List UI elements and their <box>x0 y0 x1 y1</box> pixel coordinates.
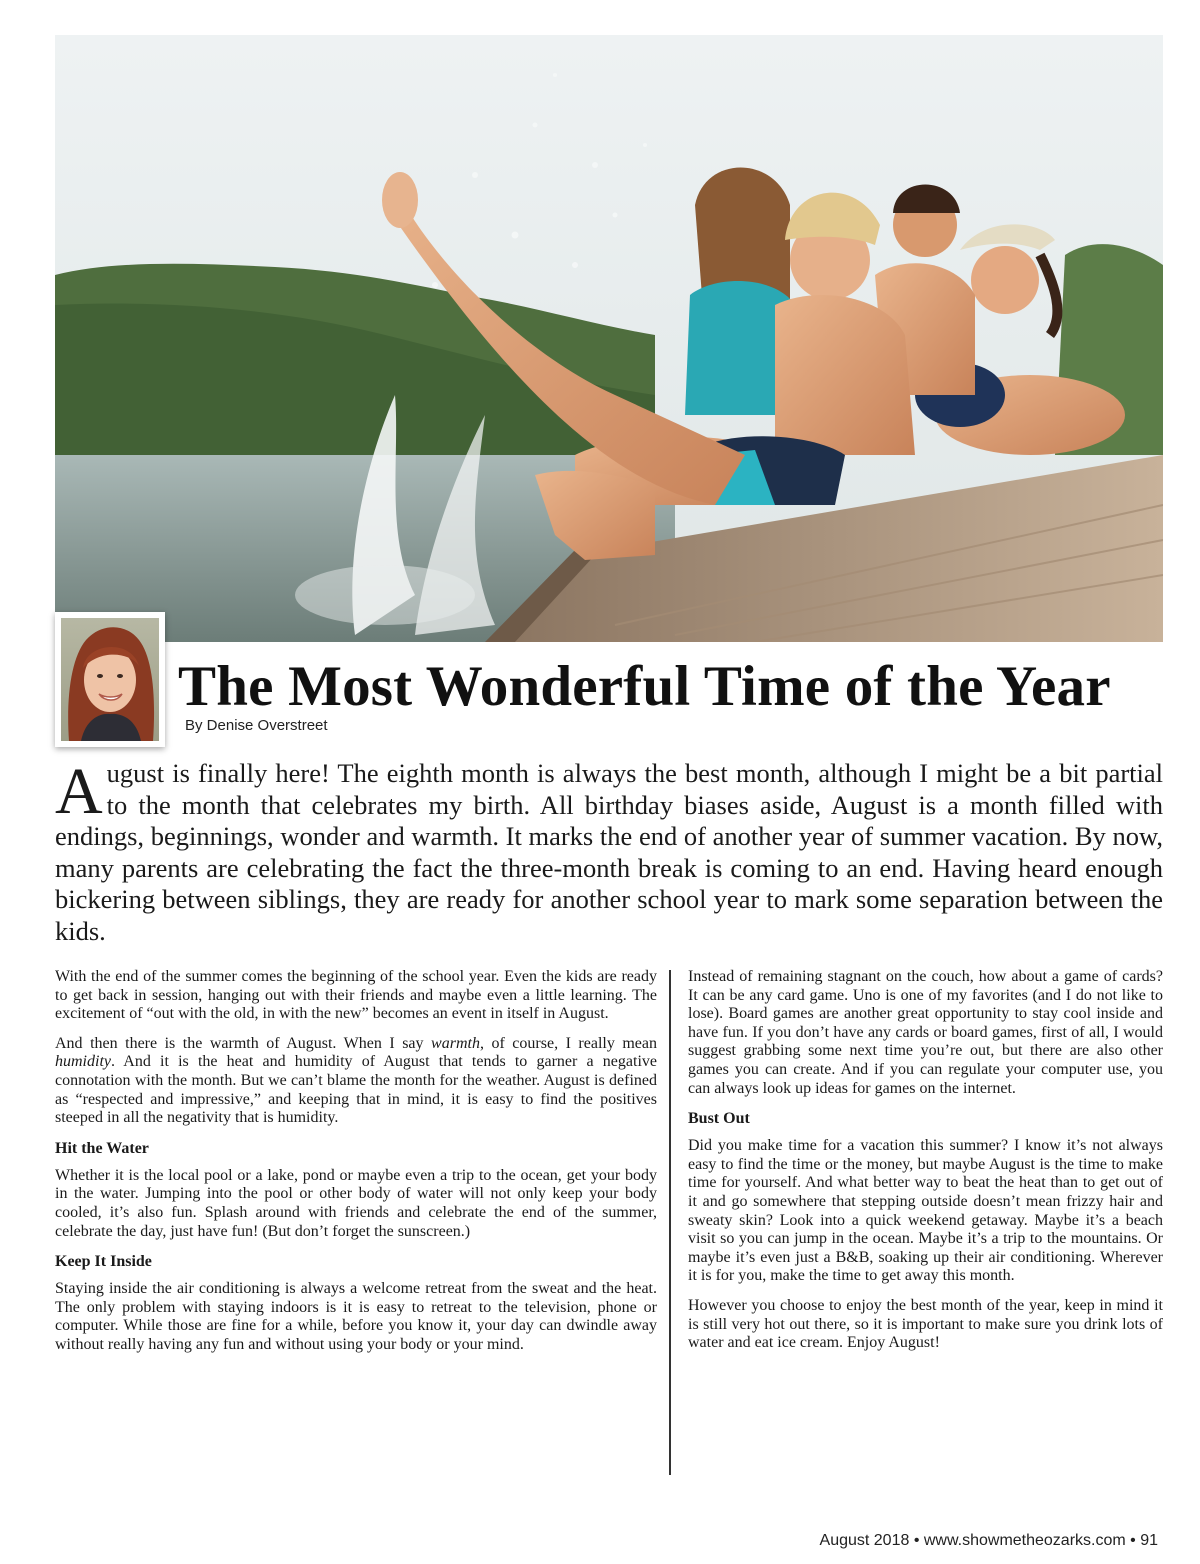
author-photo <box>55 612 165 747</box>
right-column <box>688 968 1163 1364</box>
left-paragraph-4: Staying inside the air conditioning is always a welcome retreat from the sweat and the heat. The only problem with staying indoors is it is easy to retreat to the television, phone or computer. While those are fine for a while, before you know it, your day can dwindle away without really having any fun and without using your body or your mind. <box>55 1280 657 1353</box>
heading-hit-the-water: Hit the Water <box>55 1139 149 1157</box>
warmth-emphasis: warmth <box>431 1034 480 1052</box>
left-paragraph-2-part-c: . And it is the heat and humidity of August that tends to garner a negative connotation with the month. But we can’t blame the month for the weather. August is defined as “respected and impressive,” and keeping that in mind, it is easy to find the positives steeped in all the negativity that is humidity. <box>55 1053 657 1127</box>
humidity-emphasis: humidity <box>55 1053 111 1071</box>
right-paragraph-1: Instead of remaining stagnant on the couch, how about a game of cards? It can be any card game. Uno is one of my favorites (and I do not like to lose). Board games are another great opportunity to stay cool inside and have fun. If you don’t have any cards or board games, first of all, I would suggest grabbing some next time you’re out, but there are also other games you can create. And if you can regulate your computer use, you can always look up ideas for games on the internet. <box>688 968 1163 1097</box>
author-portrait <box>61 618 159 741</box>
left-column <box>55 968 657 1366</box>
left-paragraph-1: With the end of the summer comes the beginning of the school year. Even the kids are ready to get back in session, hanging out with their friends and maybe even a little learning. The excitement of “out with the old, in with the new” becomes an event in itself in August. <box>55 968 657 1023</box>
intro-text: ugust is finally here! The eighth month is always the best month, although I might be a bit partial to the month that celebrates my birth. All birthday biases aside, August is a month filled with endings, beginnings, wonder and warmth. It marks the end of another year of summer vacation. By now, many parents are celebrating the fact the three-month break is coming to an end. Having heard enough bickering between siblings, they are ready for another school year to mark some separation between the kids. <box>55 758 1163 946</box>
drop-cap: A <box>55 755 103 828</box>
intro-paragraph <box>55 755 1163 947</box>
column-divider <box>669 970 671 1475</box>
left-paragraph-2-part-a: And then there is the warmth of August. When I say <box>55 1034 432 1052</box>
article-title: The Most Wonderful Time of the Year <box>178 655 1111 718</box>
left-paragraph-3: Whether it is the local pool or a lake, pond or maybe even a trip to the ocean, get your body in the water. Jumping into the pool or other body of water will not only keep your body cooled, it’s also fun. Splash around with friends and celebrate the end of the summer, celebrate the day, just have fun! (But don’t forget the sunscreen.) <box>55 1166 657 1240</box>
heading-keep-it-inside: Keep It Inside <box>55 1253 152 1271</box>
right-paragraph-3: However you choose to enjoy the best month of the year, keep in mind it is still very hot out there, so it is important to make sure you drink lots of water and eat ice cream. Enjoy August! <box>688 1296 1163 1352</box>
hero-photo-illustration <box>55 35 1163 642</box>
heading-bust-out: Bust Out <box>688 1110 750 1128</box>
hero-photo <box>55 35 1163 642</box>
right-paragraph-2: Did you make time for a vacation this summer? I know it’s not always easy to find the time or the money, but maybe August is the time to make time for yourself. And what better way to beat the heat than to get out of it and go somewhere that stepping outside doesn’t mean frizzy hair and sweaty skin? Look into a quick weekend getaway. Maybe it’s a beach visit so you can jump in the ocean. Maybe it’s a trip to the mountains. Or maybe it’s even just a B&B, soaking up their air conditioning. Wherever it is for you, make the time to get away this month. <box>688 1137 1163 1285</box>
left-paragraph-2-part-b: , of course, I really mean <box>479 1034 657 1052</box>
byline: By Denise Overstreet <box>185 717 328 734</box>
left-paragraph-2 <box>55 1035 657 1128</box>
page-footer: August 2018 • www.showmetheozarks.com • 91 <box>819 1532 1158 1549</box>
